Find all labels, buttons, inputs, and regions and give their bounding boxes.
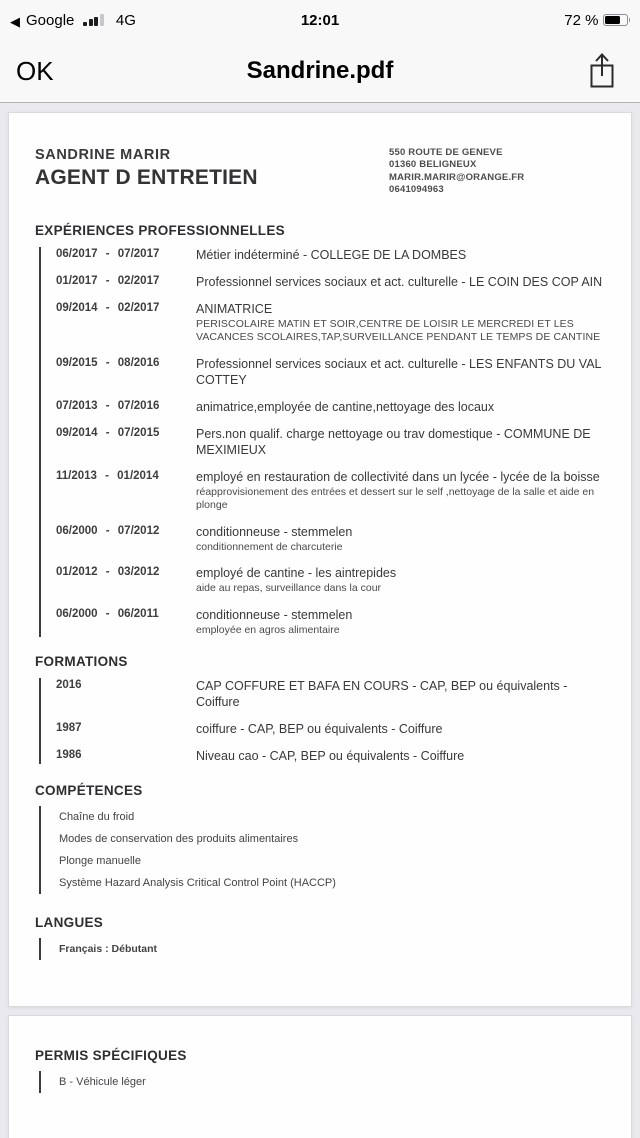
- section-title-formations: FORMATIONS: [35, 654, 128, 670]
- entry-title: coiffure - CAP, BEP ou équivalents - Coiffure: [196, 722, 443, 737]
- experience-entry: [56, 274, 605, 290]
- section-langues: [35, 915, 605, 960]
- competence-item: Plonge manuelle: [59, 854, 141, 867]
- entry-period: 06/2017 - 07/2017: [56, 247, 160, 260]
- entry-title: conditionneuse - stemmelen: [196, 524, 353, 539]
- cv-address-line1: 550 ROUTE DE GENEVE: [389, 147, 503, 158]
- pdf-page-2: [8, 1015, 632, 1138]
- entry-title: Niveau cao - CAP, BEP ou équivalents - Coiffure: [196, 749, 465, 764]
- entry-period: 06/2000 - 07/2012: [56, 524, 160, 537]
- experience-entry: [56, 426, 605, 458]
- experience-entry: [56, 469, 605, 513]
- section-competences: [35, 783, 605, 894]
- experience-entry: [56, 565, 605, 596]
- experience-entry: [56, 356, 605, 388]
- experience-entry: [56, 399, 605, 415]
- cv-contact-block: [389, 147, 605, 197]
- experience-entry: [56, 301, 605, 345]
- experience-list: [39, 247, 605, 638]
- permis-list: [39, 1071, 605, 1093]
- formation-entry: [56, 678, 605, 710]
- status-bar: [0, 0, 640, 40]
- ios-chrome: [0, 0, 640, 103]
- formation-list: [39, 678, 605, 764]
- langue-list: [39, 938, 605, 960]
- entry-period: 11/2013 - 01/2014: [56, 469, 159, 482]
- back-to-app-icon[interactable]: ◀: [10, 13, 20, 29]
- entry-note: aide au repas, surveillance dans la cour: [196, 582, 382, 595]
- entry-period: 01/2012 - 03/2012: [56, 566, 160, 579]
- entry-period: 01/2017 - 02/2017: [56, 274, 160, 287]
- experience-entry: [56, 607, 605, 638]
- entry-title: Professionnel services sociaux et act. culturelle - LES ENFANTS DU VAL COTTEY: [196, 356, 602, 387]
- entry-title: CAP COFFURE ET BAFA EN COURS - CAP, BEP ou équivalents - Coiffure: [196, 679, 568, 710]
- entry-note: employée en agros alimentaire: [196, 623, 340, 636]
- entry-period: 06/2000 - 06/2011: [56, 607, 159, 620]
- entry-period: 2016: [56, 679, 82, 692]
- experience-entry: [56, 247, 605, 263]
- entry-title: employé en restauration de collectivité dans un lycée - lycée de la boisse: [196, 469, 600, 484]
- battery-percent-label: 72 %: [564, 11, 599, 29]
- entry-period: 1987: [56, 722, 82, 735]
- section-title-competences: COMPÉTENCES: [35, 783, 143, 799]
- competence-list: [39, 806, 605, 894]
- section-permis: [35, 1048, 605, 1093]
- document-title: Sandrine.pdf: [246, 57, 394, 84]
- cv-header: [35, 147, 605, 197]
- entry-note: conditionnement de charcuterie: [196, 540, 343, 553]
- section-title-experiences: EXPÉRIENCES PROFESSIONNELLES: [35, 222, 285, 238]
- entry-title: ANIMATRICE: [196, 301, 273, 316]
- share-button[interactable]: [580, 45, 624, 97]
- entry-period: 1986: [56, 749, 82, 762]
- pdf-page-1: [8, 112, 632, 1007]
- entry-note: PERISCOLAIRE MATIN ET SOIR,CENTRE DE LOISIR LE MERCREDI ET LES VACANCES SCOLAIRES,TAP,SURVEILLANCE PENDANT LE TEMPS DE CANTINE: [196, 317, 601, 344]
- cv-phone: 0641094963: [389, 184, 444, 196]
- competence-item: Modes de conservation des produits alimentaires: [59, 832, 299, 845]
- battery-icon: [603, 14, 631, 26]
- signal-strength-icon: [83, 14, 104, 29]
- entry-title: Métier indéterminé - COLLEGE DE LA DOMBES: [196, 247, 467, 262]
- entry-title: Pers.non qualif. charge nettoyage ou trav domestique - COMMUNE DE MEXIMIEUX: [196, 426, 591, 457]
- section-formations: [35, 654, 605, 764]
- section-title-permis: PERMIS SPÉCIFIQUES: [35, 1048, 187, 1063]
- formation-entry: [56, 748, 605, 764]
- cv-job-title: AGENT D ENTRETIEN: [35, 166, 258, 189]
- cv-identity: [35, 147, 258, 197]
- entry-title: conditionneuse - stemmelen: [196, 607, 353, 622]
- ok-button[interactable]: OK: [16, 55, 54, 86]
- entry-title: employé de cantine - les aintrepides: [196, 566, 397, 581]
- cv-email: MARIR.MARIR@ORANGE.FR: [389, 171, 525, 183]
- section-experiences: [35, 223, 605, 638]
- share-icon: [587, 51, 617, 91]
- status-right-cluster: [564, 12, 630, 29]
- entry-period: 09/2015 - 08/2016: [56, 356, 160, 369]
- pdf-viewer[interactable]: [0, 103, 640, 1138]
- network-type-label: 4G: [115, 11, 136, 29]
- clock: 12:01: [300, 11, 340, 29]
- formation-entry: [56, 721, 605, 737]
- entry-period: 09/2014 - 02/2017: [56, 301, 160, 314]
- section-title-langues: LANGUES: [35, 915, 104, 931]
- cv-address-line2: 01360 BELIGNEUX: [389, 159, 477, 171]
- competence-item: Chaîne du froid: [59, 810, 135, 823]
- cv-name: SANDRINE MARIR: [35, 147, 171, 163]
- entry-period: 07/2013 - 07/2016: [56, 399, 160, 412]
- langue-item: Français : Débutant: [59, 942, 158, 955]
- entry-period: 09/2014 - 07/2015: [56, 426, 160, 439]
- entry-title: Professionnel services sociaux et act. culturelle - LE COIN DES COP AIN: [196, 274, 603, 289]
- entry-note: réapprovisionement des entrées et dessert sur le self ,nettoyage de la salle et aide en plonge: [196, 485, 595, 512]
- permis-item: B - Véhicule léger: [59, 1075, 146, 1088]
- status-left-cluster[interactable]: [10, 12, 136, 29]
- experience-entry: [56, 524, 605, 555]
- nav-bar: [0, 40, 640, 103]
- competence-item: Système Hazard Analysis Critical Control Point (HACCP): [59, 876, 336, 889]
- carrier-label: Google: [26, 11, 75, 29]
- entry-title: animatrice,employée de cantine,nettoyage des locaux: [196, 399, 495, 414]
